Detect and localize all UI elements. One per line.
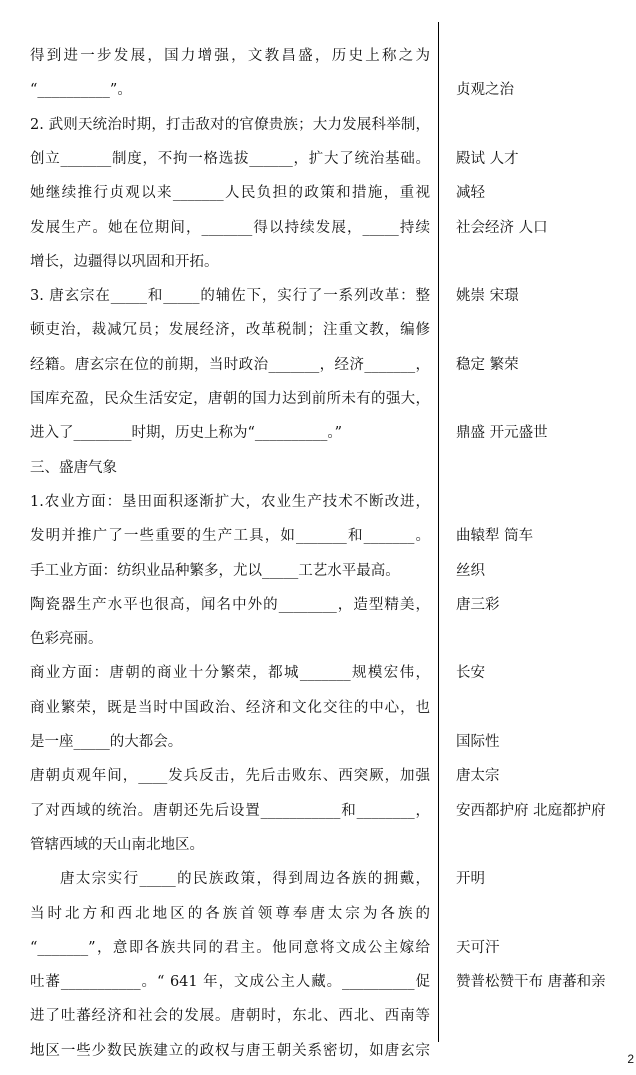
question-text: 创立_______制度，不拘一格选拔______，扩大了统治基础。 xyxy=(30,150,430,167)
question-text: 顿吏治，裁减冗员；发展经济，改革税制；注重文教，编修 xyxy=(30,322,430,339)
question-text: “_______”，意即各族共同的君主。他同意将文成公主嫁给 xyxy=(30,939,430,956)
question-text: 2. 武则天统治时期，打击敌对的官僚贵族；大力发展科举制， xyxy=(30,116,430,133)
answer-text: 丝织 xyxy=(456,562,485,579)
question-text: 手工业方面：纺织业品种繁多，尤以_____工艺水平最高。 xyxy=(30,562,400,579)
question-text: 进了吐蕃经济和社会的发展。唐朝时，东北、西北、西南等 xyxy=(30,1008,430,1025)
question-text: 经籍。唐玄宗在位的前期，当时政治_______，经济_______， xyxy=(30,356,430,373)
question-text: “__________”。 xyxy=(30,82,132,99)
answer-text: 赞普松赞干布 唐蕃和亲 xyxy=(456,974,606,991)
question-text: 地区一些少数民族建立的政权与唐王朝关系密切，如唐玄宗 xyxy=(30,1042,430,1059)
text-row xyxy=(0,416,636,450)
text-row xyxy=(0,313,636,347)
answer-text: 社会经济 人口 xyxy=(456,219,548,236)
text-row xyxy=(0,142,636,176)
text-row xyxy=(0,999,636,1033)
answer-text: 姚崇 宋璟 xyxy=(456,288,519,305)
answer-text: 长安 xyxy=(456,665,485,682)
answer-text: 唐太宗 xyxy=(456,768,500,785)
text-row xyxy=(0,1034,636,1068)
text-row xyxy=(0,348,636,382)
text-row xyxy=(0,931,636,965)
question-text: 3. 唐玄宗在_____和_____的辅佐下，实行了一系列改革：整 xyxy=(30,288,430,305)
text-row xyxy=(0,39,636,73)
text-row xyxy=(0,828,636,862)
text-row xyxy=(0,73,636,107)
answer-text: 国际性 xyxy=(456,734,500,750)
text-row xyxy=(0,588,636,622)
text-row xyxy=(0,656,636,690)
text-row xyxy=(0,382,636,416)
text-row xyxy=(0,691,636,725)
question-text: 增长，边疆得以巩固和开拓。 xyxy=(30,253,219,270)
text-row xyxy=(0,279,636,313)
question-text: 她继续推行贞观以来_______人民负担的政策和措施，重视 xyxy=(30,185,430,202)
answer-text: 殿试 人才 xyxy=(456,150,519,167)
question-text: 进入了________时期，历史上称为“__________。” xyxy=(30,425,343,442)
question-text: 是一座_____的大都会。 xyxy=(30,734,183,750)
answer-text: 减轻 xyxy=(456,185,485,202)
text-row xyxy=(0,725,636,759)
question-text: 了对西域的统治。唐朝还先后设置___________和________， xyxy=(30,802,430,819)
text-row xyxy=(0,759,636,793)
question-text: 发明并推广了一些重要的生产工具，如_______和_______。 xyxy=(30,528,430,545)
text-row xyxy=(0,211,636,245)
text-row xyxy=(0,897,636,931)
text-row xyxy=(0,108,636,142)
answer-text: 开明 xyxy=(456,871,485,888)
text-row xyxy=(0,485,636,519)
text-row xyxy=(0,554,636,588)
question-text: 当时北方和西北地区的各族首领尊奉唐太宗为各族的 xyxy=(30,905,430,922)
text-row xyxy=(0,519,636,553)
answer-text: 安西都护府 北庭都护府 xyxy=(456,802,606,819)
answer-text: 鼎盛 开元盛世 xyxy=(456,425,548,442)
page-number: 2 xyxy=(627,1052,634,1066)
question-text: 管辖西域的天山南北地区。 xyxy=(30,836,204,853)
question-text: 国库充盈，民众生活安定，唐朝的国力达到前所未有的强大， xyxy=(30,391,430,407)
question-text: 色彩亮丽。 xyxy=(30,631,103,648)
text-row xyxy=(0,862,636,896)
question-text: 吐蕃___________。“ 641 年，文成公主人藏。__________促 xyxy=(30,974,430,991)
question-text: 得到进一步发展，国力增强，文教昌盛，历史上称之为 xyxy=(30,48,430,64)
text-row xyxy=(0,622,636,656)
answer-text: 唐三彩 xyxy=(456,596,500,613)
question-text: 唐太宗实行_____的民族政策，得到周边各族的拥戴， xyxy=(60,871,430,888)
question-text: 商业方面：唐朝的商业十分繁荣，都城_______规模宏伟， xyxy=(30,665,430,682)
text-row xyxy=(0,176,636,210)
answer-text: 天可汗 xyxy=(456,939,500,956)
question-text: 商业繁荣，既是当时中国政治、经济和文化交往的中心，也 xyxy=(30,699,430,716)
answer-text: 曲辕犁 筒车 xyxy=(456,528,534,545)
question-text: 陶瓷器生产水平也很高，闻名中外的________，造型精美， xyxy=(30,596,430,613)
question-text: 发展生产。她在位期间，_______得以持续发展，_____持续 xyxy=(30,219,430,236)
text-row xyxy=(0,794,636,828)
question-text: 1.农业方面：垦田面积逐渐扩大，农业生产技术不断改进， xyxy=(30,493,430,510)
question-text: 唐朝贞观年间，____发兵反击，先后击败东、西突厥，加强 xyxy=(30,768,430,785)
text-row xyxy=(0,965,636,999)
question-text: 三、盛唐气象 xyxy=(30,459,117,476)
text-row xyxy=(0,451,636,485)
answer-text: 稳定 繁荣 xyxy=(456,356,519,373)
text-row xyxy=(0,245,636,279)
answer-text: 贞观之治 xyxy=(456,82,514,99)
